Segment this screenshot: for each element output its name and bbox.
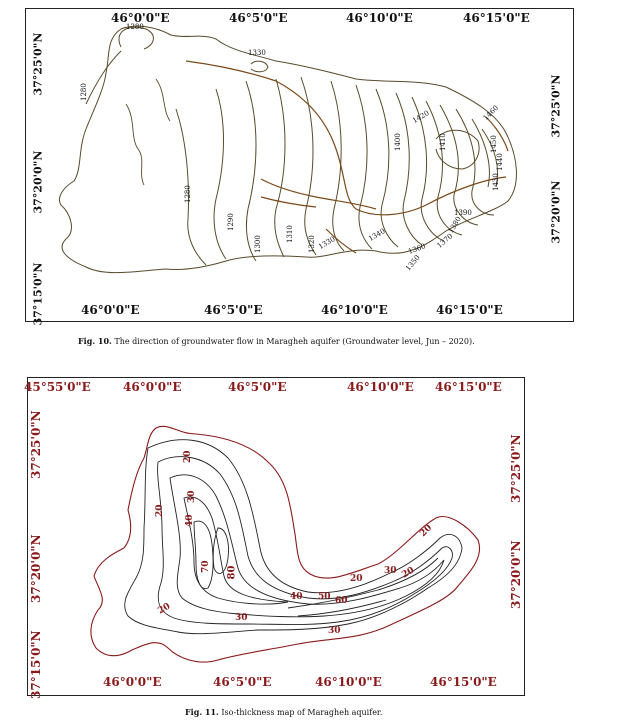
fig11-contour-label: 20 [418, 523, 435, 539]
figure-10-caption-text: The direction of groundwater flow in Maragheh aquifer (Groundwater level, Jun – 2020). [114, 337, 475, 346]
fig10-contour-label: 1310 [286, 225, 294, 243]
fig11-contour-label: 20 [156, 601, 173, 617]
fig10-contour-label: 1350 [404, 253, 422, 273]
fig10-right-label-2: 37°20'0"N [549, 180, 563, 244]
thickness-contour-lines [125, 440, 462, 634]
fig11-contour-label: 50 [318, 592, 331, 602]
fig11-top-label-3: 46°5'0"E [228, 380, 287, 394]
fig11-left-label-3: 37°15'0"N [29, 630, 43, 699]
fig11-bottom-label-2: 46°5'0"E [213, 675, 272, 689]
fig11-contour-label: 30 [187, 490, 197, 503]
fig10-contour-label: 1340 [367, 227, 387, 243]
fig10-contour-label: 1420 [411, 109, 431, 125]
fig11-contour-label: 30 [328, 626, 341, 636]
fig10-contour-label: 1380 [446, 215, 463, 235]
fig10-contour-label: 1330 [317, 235, 337, 251]
figure-10-caption-number: Fig. 10. [78, 336, 112, 346]
fig10-contour-label: 1460 [481, 103, 501, 123]
fig11-contour-label: 20 [155, 504, 165, 517]
fig10-bottom-label-1: 46°0'0"E [81, 303, 140, 317]
fig11-right-label-2: 37°20'0"N [509, 540, 523, 609]
drainage-lines [126, 79, 170, 185]
fig10-contour-label: 1430 [492, 173, 500, 191]
fig10-top-label-1: 46°0'0"E [111, 11, 170, 25]
fig10-left-label-2: 37°20'0"N [31, 150, 45, 214]
fig11-contour-label: 20 [183, 450, 193, 463]
fig11-bottom-label-3: 46°10'0"E [315, 675, 382, 689]
fig10-right-label-1: 37°25'0"N [549, 74, 563, 138]
fig11-contour-label: 40 [290, 592, 303, 602]
fig10-contour-label: 1360 [407, 242, 427, 256]
fig11-left-label-1: 37°25'0"N [29, 410, 43, 479]
fig10-contour-label: 1280 [126, 23, 144, 31]
fig10-contour-label: 1400 [394, 133, 402, 151]
fig11-bottom-label-1: 46°0'0"E [103, 675, 162, 689]
fig10-contour-label: 1300 [254, 235, 262, 253]
fig10-contour-label: 1320 [308, 235, 316, 253]
fig11-bottom-label-4: 46°15'0"E [430, 675, 497, 689]
figure-10-contours [26, 9, 573, 321]
fig10-contour-label: 1370 [435, 232, 455, 250]
figure-10-map [25, 8, 574, 326]
fig11-contour-label: 80 [226, 565, 238, 580]
fig10-contour-label: 1290 [227, 213, 235, 231]
fig11-contour-label: 30 [235, 613, 248, 623]
fig10-bottom-label-2: 46°5'0"E [204, 303, 263, 317]
fig11-top-label-4: 46°10'0"E [347, 380, 414, 394]
fig10-top-label-4: 46°15'0"E [463, 11, 530, 25]
fig11-contour-label: 60 [335, 596, 348, 606]
fig11-contour-label: 70 [201, 560, 211, 573]
fig11-contour-label: 20 [350, 574, 363, 584]
fig11-top-label-5: 46°15'0"E [435, 380, 502, 394]
fig10-contour-label: 1390 [454, 209, 472, 217]
fig10-contour-label: 1450 [490, 135, 498, 153]
fig11-top-label-1: 45°55'0"E [24, 380, 91, 394]
fig10-contour-label: 1280 [80, 83, 88, 101]
figure-11-caption-number: Fig. 11. [185, 707, 219, 717]
fig10-left-label-3: 37°15'0"N [31, 262, 45, 326]
fig10-top-label-2: 46°5'0"E [229, 11, 288, 25]
fig10-left-label-1: 37°25'0"N [31, 32, 45, 96]
figure-11-contours [28, 378, 524, 695]
aquifer-boundary [91, 426, 480, 662]
fig10-bottom-label-3: 46°10'0"E [321, 303, 388, 317]
fig10-bottom-label-4: 46°15'0"E [436, 303, 503, 317]
fig11-contour-label: 30 [384, 566, 397, 576]
figure-11-caption-text: Iso-thickness map of Maragheh aquifer. [221, 708, 383, 717]
figure-11-caption [185, 707, 382, 717]
fig10-contour-label: 1280 [184, 185, 192, 203]
fig10-contour-label: 1440 [496, 153, 504, 171]
figure-10-caption [78, 336, 475, 346]
fig11-top-label-2: 46°0'0"E [123, 380, 182, 394]
fig11-contour-label: 20 [400, 565, 417, 581]
fig11-right-label-1: 37°25'0"N [509, 434, 523, 503]
fig11-contour-label: 40 [185, 514, 195, 527]
figure-11-map [24, 377, 525, 699]
fig11-left-label-2: 37°20'0"N [29, 534, 43, 603]
fig10-contour-label: 1410 [439, 133, 447, 151]
fig10-contour-label: 1330 [248, 49, 266, 57]
fig10-top-label-3: 46°10'0"E [346, 11, 413, 25]
